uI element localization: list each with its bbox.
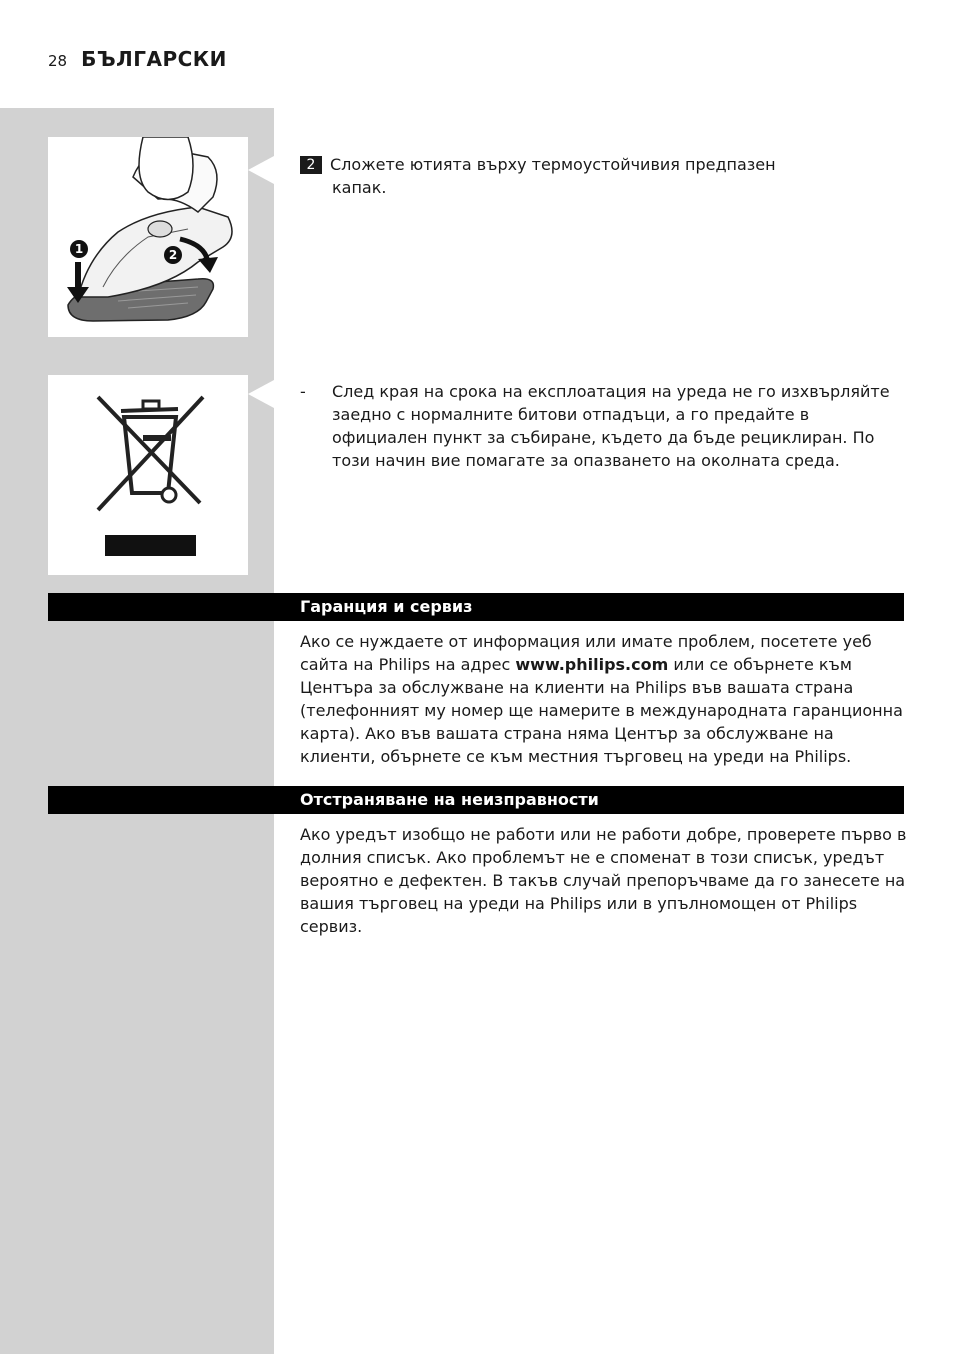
troubleshooting-section-header — [48, 786, 904, 814]
language-title: БЪЛГАРСКИ — [81, 47, 227, 71]
crossed-out-wheelie-bin-icon — [48, 375, 248, 575]
figure-pointer — [248, 156, 274, 184]
step-marker-1: 1 — [70, 240, 88, 258]
step-marker-2: 2 — [164, 246, 182, 264]
step-number-badge: 2 — [300, 156, 322, 174]
bullet-dash: - — [300, 382, 306, 401]
environment-text: След края на срока на експлоатация на уреда не го изхвърляйте заедно с нормалните битови отпадъци, а го предайте в официален пункт за събиране, където да бъде рециклиран. По този начин вие помагате за опазването на околната среда. — [332, 382, 890, 470]
guarantee-title: Гаранция и сервиз — [300, 597, 473, 616]
iron-figure — [48, 137, 248, 337]
figure-pointer — [248, 380, 274, 408]
troubleshooting-title: Отстраняване на неизправности — [300, 790, 599, 809]
troubleshooting-paragraph: Ако уредът изобщо не работи или не работи добре, проверете първо в долния списък. Ако проблемът не е споменат в този списък, уредът вероятно е дефектен. В такъв случай препоръчваме да го занесете на вашия търговец на уреди на Philips или в упълномощен от Philips сервиз. — [300, 825, 907, 936]
page-header — [48, 47, 227, 77]
environment-bullet — [300, 380, 910, 472]
guarantee-paragraph — [300, 630, 908, 768]
philips-website-link[interactable]: www.philips.com — [515, 655, 669, 674]
recycle-figure — [48, 375, 248, 575]
step-text-line2: капак. — [332, 178, 387, 197]
guarantee-text-before: Ако се нуждаете от информация или имате проблем, посетете уеб сайта на Philips на адрес — [300, 632, 872, 674]
step-text-line1: Сложете ютията върху термоустойчивия предпазен — [330, 155, 776, 174]
iron-on-heat-cover-illustration — [48, 137, 248, 337]
guarantee-section-header — [48, 593, 904, 621]
step-2-instruction — [300, 153, 820, 199]
guarantee-text-after: или се обърнете към Центъра за обслужване на клиенти на Philips във вашата страна (телефонният му номер ще намерите в международната гаранционна карта). Ако във вашата страна няма Център за обслужване на клиенти, обърнете се към местния търговец на уреди на Philips. — [300, 655, 903, 766]
page-number: 28 — [48, 52, 68, 70]
